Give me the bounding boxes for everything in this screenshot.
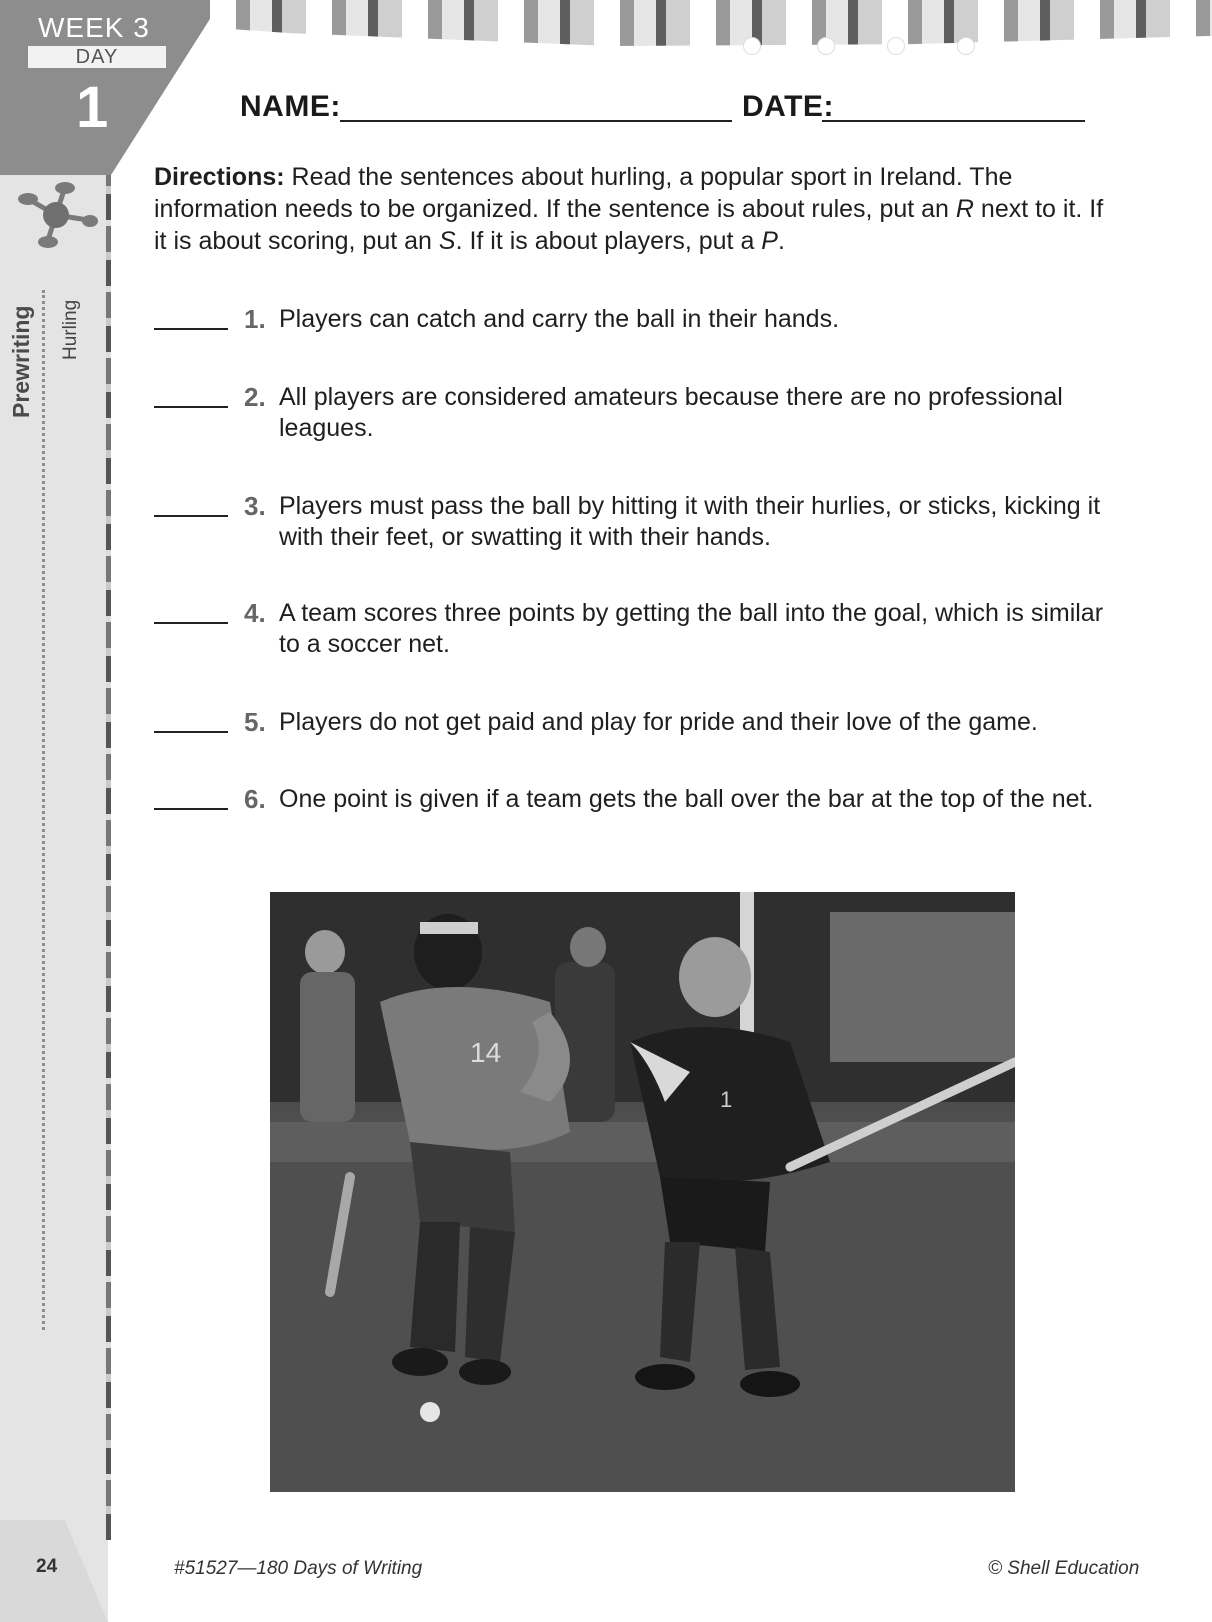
page-number: 24 xyxy=(36,1556,58,1577)
item-number: 6. xyxy=(244,784,266,814)
jersey-number: 1 xyxy=(720,1087,733,1112)
answer-blank[interactable] xyxy=(154,622,228,624)
answer-blank[interactable] xyxy=(154,328,228,330)
date-field[interactable] xyxy=(822,120,1085,122)
item-text: Players do not get paid and play for pride and their love of the game. xyxy=(279,708,1038,736)
directions-lead: Directions: xyxy=(154,163,285,191)
answer-blank[interactable] xyxy=(154,406,228,408)
molecule-icon xyxy=(8,180,98,250)
item-number: 1. xyxy=(244,304,266,334)
answer-blank[interactable] xyxy=(154,808,228,810)
day-number: 1 xyxy=(76,75,109,140)
item-text: Players must pass the ball by hitting it with their hurlies, or sticks, kicking it with their feet, or swatting it with their hands. xyxy=(279,492,1101,551)
copyright: © Shell Education xyxy=(988,1558,1140,1579)
directions-text: Read the sentences about hurling, a popular sport in Ireland. The information needs to be organized. If the sentence is about rules, put an xyxy=(154,163,1013,223)
answer-blank[interactable] xyxy=(154,515,228,517)
photo-illustration xyxy=(270,892,1015,1492)
item-number: 5. xyxy=(244,707,266,737)
day-label: DAY xyxy=(28,46,166,68)
name-label: NAME: xyxy=(240,90,341,123)
hurling-photo xyxy=(270,892,1015,1492)
answer-blank[interactable] xyxy=(154,731,228,733)
banner-dot xyxy=(888,38,904,54)
dotted-guide-line xyxy=(42,290,45,1330)
directions xyxy=(154,161,1114,257)
date-label: DATE: xyxy=(742,90,834,123)
banner-dot xyxy=(744,38,760,54)
directions-r: R xyxy=(955,195,974,223)
name-date-row xyxy=(240,90,1100,130)
topic-label: Hurling xyxy=(60,299,81,360)
banner-dot xyxy=(958,38,974,54)
banner-dot xyxy=(818,38,834,54)
directions-text: . If it is about players, put a xyxy=(455,227,762,255)
directions-p: P xyxy=(761,227,778,255)
section-label: Prewriting xyxy=(8,305,34,418)
banner-dots xyxy=(660,38,1060,58)
jersey-number: 14 xyxy=(470,1037,502,1068)
item-text: A team scores three points by getting the ball into the goal, which is similar to a soccer net. xyxy=(279,599,1104,658)
item-number: 4. xyxy=(244,598,266,628)
item-text: All players are considered amateurs because there are no professional leagues. xyxy=(279,383,1063,442)
sidebar-divider xyxy=(106,160,111,1540)
item-number: 2. xyxy=(244,382,266,412)
item-number: 3. xyxy=(244,491,266,521)
directions-text: . xyxy=(777,227,785,255)
directions-s: S xyxy=(438,227,456,255)
book-title: #51527—180 Days of Writing xyxy=(174,1558,423,1579)
week-label: WEEK 3 xyxy=(38,12,150,43)
item-text: Players can catch and carry the ball in their hands. xyxy=(279,305,840,333)
item-text: One point is given if a team gets the ball over the bar at the top of the net. xyxy=(279,785,1094,813)
directions-text: next to it. If it is about scoring, put an xyxy=(154,195,1104,255)
name-field[interactable] xyxy=(340,120,732,122)
